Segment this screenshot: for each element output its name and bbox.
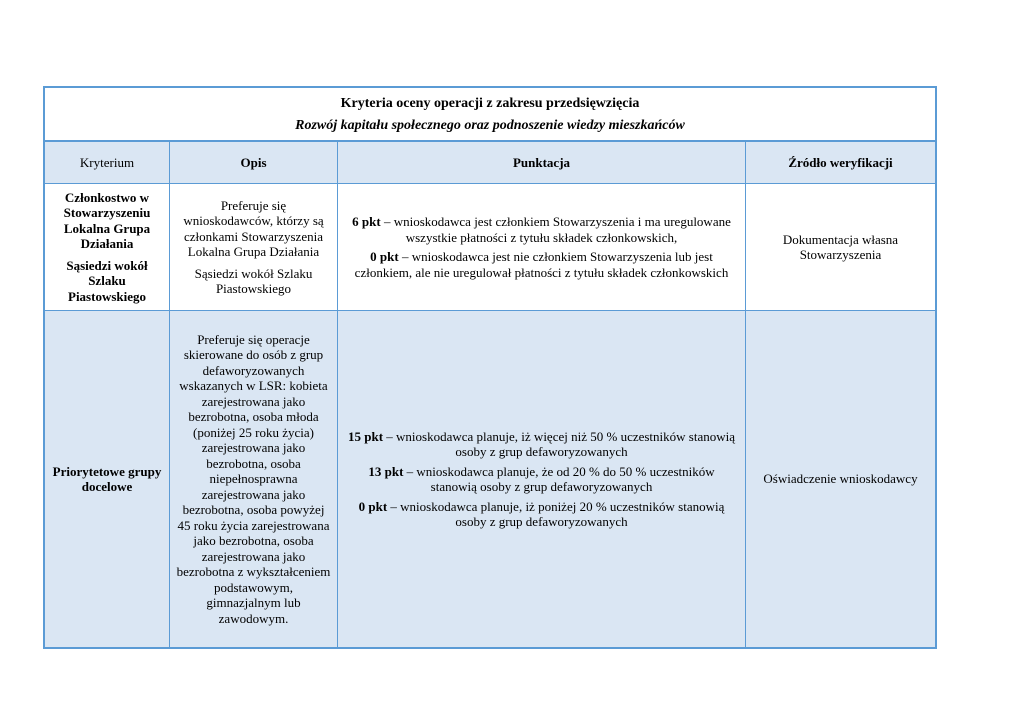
col-header-kryterium: Kryterium	[45, 142, 170, 183]
score-description: – wnioskodawca planuje, iż poniżej 20 % uczestników stanowią osoby z grup defaworyzowanych	[387, 498, 725, 529]
score-item	[344, 214, 739, 245]
criterion-name-secondary: Sąsiedzi wokół Szlaku Piastowskiego	[66, 257, 148, 304]
score-description: – wnioskodawca planuje, iż więcej niż 50 % uczestników stanowią osoby z grup defaworyzowanych	[383, 428, 736, 459]
col-header-zrodlo: Źródło weryfikacji	[788, 154, 893, 170]
criteria-table	[43, 86, 937, 649]
criterion-cell	[45, 311, 170, 647]
table-subtitle: Rozwój kapitału społecznego oraz podnoszenie wiedzy mieszkańców	[295, 118, 685, 133]
table-title: Kryteria oceny operacji z zakresu przedsięwzięcia	[340, 96, 640, 111]
criterion-name: Priorytetowe grupy docelowe	[52, 463, 162, 494]
description-text: Preferuje się wnioskodawców, którzy są członkami Stowarzyszenia Lokalna Grupa Działania	[183, 197, 324, 259]
description-text-secondary: Sąsiedzi wokół Szlaku Piastowskiego	[194, 265, 313, 296]
score-description: – wnioskodawca jest nie członkiem Stowarzyszenia lub jest członkiem, ale nie uregulował płatności z tytułu składek członkowskich	[354, 249, 729, 280]
table-row	[45, 311, 935, 647]
scoring-cell	[338, 311, 746, 647]
description-cell	[170, 311, 338, 647]
criterion-cell	[45, 184, 170, 310]
score-item	[344, 249, 739, 280]
col-header-opis: Opis	[170, 142, 338, 183]
table-title-block	[45, 88, 935, 142]
header-row	[45, 142, 935, 184]
criterion-name: Członkostwo w Stowarzyszeniu Lokalna Grupa Działania	[63, 189, 151, 252]
score-points: 13 pkt	[368, 463, 404, 479]
verification-source-cell: Oświadczenie wnioskodawcy	[763, 471, 918, 487]
score-points: 0 pkt	[358, 498, 388, 514]
score-item	[344, 429, 739, 460]
col-header-punktacja: Punktacja	[338, 142, 746, 183]
verification-source-cell: Dokumentacja własna Stowarzyszenia	[782, 231, 899, 262]
description-cell	[170, 184, 338, 310]
scoring-cell	[338, 184, 746, 310]
score-item	[344, 464, 739, 495]
description-text: Preferuje się operacje skierowane do osób z grup defaworyzowanych wskazanych w LSR: kobieta zarejestrowana jako bezrobotna, osoba młoda (poniżej 25 roku życia) zarejestrowana jako bezrobotna, osoba niepełnosprawna zarejestrowana jako bezrobotna, osoba powyżej 45 roku życia zarejestrowana jako bezrobotna, osoba zarejestrowana jako bezrobotna z wykształceniem podstawowym, gimnazjalnym lub zawodowym.	[176, 331, 331, 626]
score-points: 0 pkt	[370, 249, 399, 264]
score-description: – wnioskodawca planuje, że od 20 % do 50 % uczestników stanowią osoby z grup defaworyzowanych	[403, 463, 715, 494]
table-row	[45, 184, 935, 311]
score-item	[344, 499, 739, 530]
score-description: – wnioskodawca jest członkiem Stowarzyszenia i ma uregulowane wszystkie płatności z tytułu składek członkowskich,	[380, 214, 731, 245]
score-points: 15 pkt	[347, 428, 384, 444]
score-points: 6 pkt	[352, 214, 381, 229]
